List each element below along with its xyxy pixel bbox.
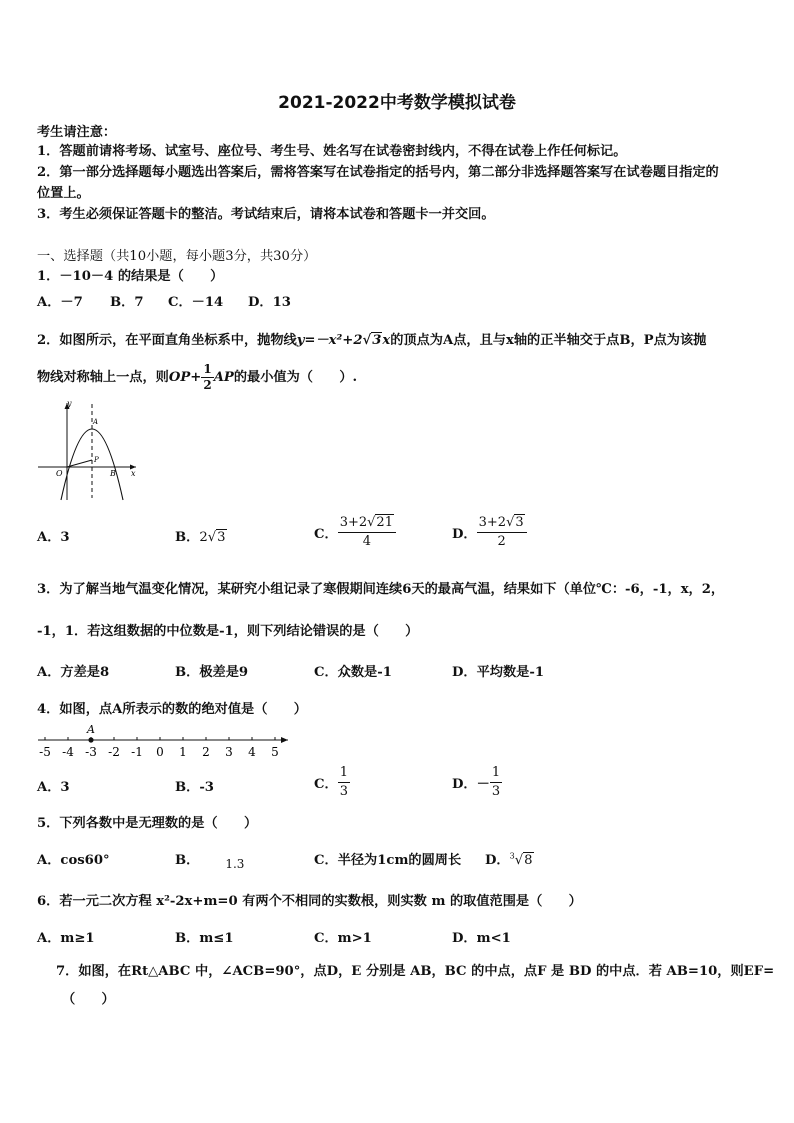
graph-label-o: O <box>56 469 63 478</box>
q2-half-fraction: $\frac{1}{2}$ <box>203 362 212 392</box>
number-line-tick-label: -1 <box>131 745 143 759</box>
q2-stem-b: 的顶点为A点，且与x轴的正半轴交于点B，P点为该抛 <box>390 333 707 348</box>
q3-option-d: D．平均数是-1 <box>452 665 545 680</box>
q3-option-c: C．众数是-1 <box>314 665 392 680</box>
q7-stem-line2: （ ） <box>62 992 115 1007</box>
q5-option-b: B． 1.3 <box>175 853 245 871</box>
q4-option-b: B．-3 <box>175 780 214 795</box>
q4-option-a: A．3 <box>37 780 70 795</box>
q2-option-b: B．2√3 <box>175 530 226 545</box>
q3-stem-line1: 3．为了解当地气温变化情况，某研究小组记录了寒假期间连续6天的最高气温，结果如下（单位℃：-6，-1，x，2， <box>37 582 725 597</box>
section-heading: 一、选择题（共10小题，每小题3分，共30分） <box>37 249 317 264</box>
graph-label-x: x <box>131 469 136 478</box>
notice-item: 2．第一部分选择题每小题选出答案后，需将答案写在试卷指定的括号内，第二部分非选择题答案写在试卷题目指定的 <box>37 165 719 180</box>
point-a-label: A <box>87 723 95 736</box>
number-line-tick-label: 1 <box>179 745 187 759</box>
notice-item: 3．考生必须保证答题卡的整洁。考试结束后，请将本试卷和答题卡一并交回。 <box>37 207 495 222</box>
q7-stem-line1: 7．如图，在Rt△ABC 中，∠ACB=90°，点D，E 分别是 AB，BC 的中点，点F 是 BD 的中点．若 AB=10，则EF= <box>56 964 775 979</box>
q3-stem-line2: -1，1．若这组数据的中位数是-1，则下列结论错误的是（ ） <box>37 624 419 639</box>
number-line-tick-label: 4 <box>248 745 256 759</box>
q4-stem: 4．如图，点A所表示的数的绝对值是（ ） <box>37 702 307 717</box>
q6-option-d: D．m<1 <box>452 931 511 946</box>
q4-option-d: D．－ $\frac{1}{3}$ <box>452 765 501 799</box>
q1-option-c: C．－14 <box>168 295 224 310</box>
q1-option-d: D．13 <box>248 295 291 310</box>
page-title: 2021-2022中考数学模拟试卷 <box>278 93 516 113</box>
q2-parabola-graph <box>34 398 144 503</box>
q3-option-b: B．极差是9 <box>175 665 249 680</box>
q6-option-b: B．m≤1 <box>175 931 234 946</box>
notice-item: 1．答题前请将考场、试室号、座位号、考生号、姓名写在试卷密封线内，不得在试卷上作任何标记。 <box>37 144 627 159</box>
graph-label-a: A <box>93 418 99 426</box>
q1-option-a: A．－7 <box>37 295 83 310</box>
q2-stem-line1 <box>37 329 706 348</box>
number-line-tick-label: -5 <box>39 745 51 759</box>
q2-stem-a: 2．如图所示，在平面直角坐标系中，抛物线 <box>37 333 297 348</box>
number-line-tick-label: 5 <box>271 745 279 759</box>
q2-formula: y=－x²+2√3x <box>296 333 391 348</box>
number-line-tick-label: -3 <box>85 745 97 759</box>
number-line-tick-label: -2 <box>108 745 120 759</box>
q5-option-d: D．$^3$√8 <box>485 851 533 868</box>
q5-option-a: A．cos60° <box>37 853 110 868</box>
q2-option-c: C． $\frac{3+2√21}{4}$ <box>314 514 396 551</box>
q2-option-d: D． $\frac{3+2√3}{2}$ <box>452 514 527 551</box>
q2-stem-line2: 物线对称轴上一点，则OP+ $\frac{1}{2}$ AP的最小值为（ ）. <box>37 362 358 392</box>
point-a-dot <box>88 737 93 742</box>
q1-option-b: B．7 <box>110 295 144 310</box>
q3-option-a: A．方差是8 <box>37 665 110 680</box>
q5-stem: 5．下列各数中是无理数的是（ ） <box>37 816 258 831</box>
q6-stem: 6．若一元二次方程 x²-2x+m=0 有两个不相同的实数根，则实数 m 的取值范围是（ ） <box>37 894 582 909</box>
notice-item: 位置上。 <box>37 186 90 201</box>
q4-number-line <box>34 720 294 762</box>
notice-heading: 考生请注意： <box>37 125 117 140</box>
number-line-tick-label: 2 <box>202 745 210 759</box>
q6-option-a: A．m≥1 <box>37 931 95 946</box>
q2-option-a: A．3 <box>37 530 70 545</box>
q6-option-c: C．m>1 <box>314 931 372 946</box>
number-line-tick-label: 0 <box>156 745 164 759</box>
q1-stem: 1．－10－4 的结果是（ ） <box>37 269 224 284</box>
number-line-arrow <box>281 737 288 743</box>
graph-label-p: P <box>94 456 99 464</box>
graph-label-b: B <box>110 469 116 478</box>
q5-option-c: C．半径为1cm的圆周长 <box>314 853 462 868</box>
graph-label-y: y <box>67 399 72 408</box>
q4-option-c: C． $\frac{1}{3}$ <box>314 765 348 799</box>
number-line-tick-label: -4 <box>62 745 74 759</box>
number-line-tick-label: 3 <box>225 745 233 759</box>
